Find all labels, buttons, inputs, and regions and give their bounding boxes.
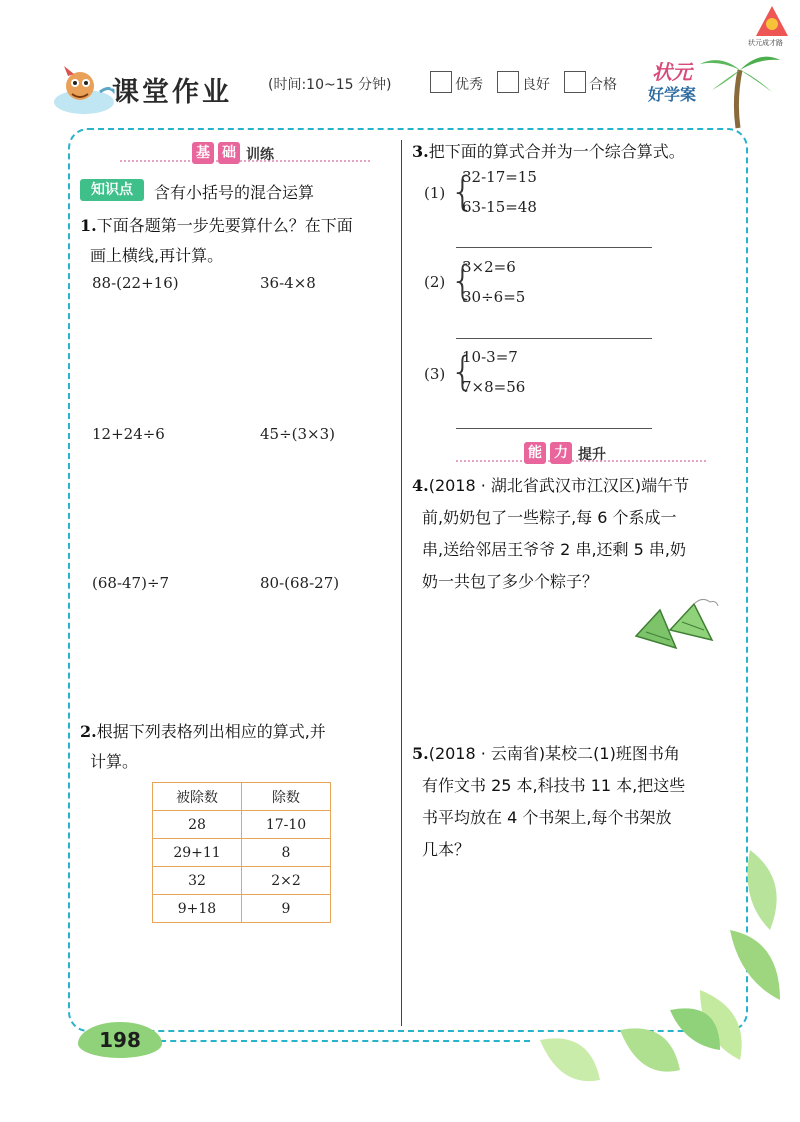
table-header: 被除数 bbox=[153, 783, 242, 811]
rating-checkbox-pass[interactable] bbox=[564, 71, 586, 93]
footer-dash bbox=[150, 1040, 530, 1042]
column-divider bbox=[401, 140, 402, 1026]
section-title-basic: 训练 bbox=[246, 147, 274, 163]
question-1-line-1 bbox=[80, 210, 353, 242]
group-label: (2) bbox=[424, 273, 446, 291]
page-title: 课堂作业 bbox=[112, 77, 232, 108]
question-number: 5. bbox=[412, 744, 429, 763]
equation: 32-17=15 bbox=[462, 168, 537, 186]
table-cell: 32 bbox=[153, 867, 242, 895]
equation: 7×8=56 bbox=[462, 378, 526, 396]
question-text: 把下面的算式合并为一个综合算式。 bbox=[428, 142, 685, 161]
page-number: 198 bbox=[78, 1022, 162, 1058]
expression: 36-4×8 bbox=[260, 274, 316, 292]
question-number: 3. bbox=[412, 142, 429, 161]
table-cell: 9 bbox=[242, 895, 331, 923]
section-title-advanced: 提升 bbox=[578, 447, 606, 463]
question-text: 根据下列表格列出相应的算式,并 bbox=[96, 722, 326, 741]
rating-checkbox-good[interactable] bbox=[497, 71, 519, 93]
answer-line[interactable] bbox=[456, 338, 652, 339]
brand-logo-bottom: 好学案 bbox=[648, 85, 697, 104]
question-line: 书平均放在 4 个书架上,每个书架放 bbox=[422, 808, 672, 827]
question-number: 1. bbox=[80, 216, 97, 235]
table-cell: 2×2 bbox=[242, 867, 331, 895]
equation: 3×2=6 bbox=[462, 258, 516, 276]
equation: 10-3=7 bbox=[462, 348, 518, 366]
expression: 45÷(3×3) bbox=[260, 425, 336, 443]
palm-tree-icon bbox=[690, 40, 785, 130]
rating-label-pass: 合格 bbox=[589, 77, 617, 93]
equation: 30÷6=5 bbox=[462, 288, 526, 306]
question-line bbox=[412, 470, 732, 502]
mascot-illustration bbox=[50, 64, 120, 124]
zongzi-illustration bbox=[630, 596, 722, 662]
question-line bbox=[412, 738, 732, 770]
knowledge-point-text: 含有小括号的混合运算 bbox=[154, 183, 315, 202]
brace-icon: { bbox=[450, 169, 476, 215]
table-header-row bbox=[153, 783, 331, 811]
answer-line[interactable] bbox=[456, 428, 652, 429]
expression: 12+24÷6 bbox=[92, 425, 165, 443]
question-line: 有作文书 25 本,科技书 11 本,把这些 bbox=[422, 776, 686, 795]
table-header: 除数 bbox=[242, 783, 331, 811]
brace-icon: { bbox=[450, 349, 476, 395]
section-chip-2: 力 bbox=[550, 442, 572, 464]
expression: (68-47)÷7 bbox=[92, 574, 170, 592]
question-line: 前,奶奶包了一些粽子,每 6 个系成一 bbox=[422, 508, 677, 527]
division-table bbox=[152, 782, 331, 923]
table-row bbox=[153, 811, 331, 839]
table-cell: 17-10 bbox=[242, 811, 331, 839]
section-chip-1: 能 bbox=[524, 442, 546, 464]
table-row bbox=[153, 839, 331, 867]
table-cell: 29+11 bbox=[153, 839, 242, 867]
time-limit: (时间:10~15 分钟) bbox=[268, 77, 392, 93]
leaves-decoration bbox=[500, 840, 800, 1090]
equation: 63-15=48 bbox=[462, 198, 537, 216]
question-text: 下面各题第一步先要算什么？在下面 bbox=[96, 216, 353, 235]
table-row bbox=[153, 867, 331, 895]
question-number: 4. bbox=[412, 476, 429, 495]
question-text: (2018 · 湖北省武汉市江汉区)端午节 bbox=[428, 476, 690, 495]
rating-label-good: 良好 bbox=[522, 77, 550, 93]
expression: 88-(22+16) bbox=[92, 274, 179, 292]
group-label: (1) bbox=[424, 184, 446, 202]
question-text: (2018 · 云南省)某校二(1)班图书角 bbox=[428, 744, 680, 763]
logo-triangle-icon bbox=[754, 4, 790, 38]
table-cell: 28 bbox=[153, 811, 242, 839]
answer-line[interactable] bbox=[456, 247, 652, 248]
section-chip-2: 础 bbox=[218, 142, 240, 164]
question-number: 2. bbox=[80, 722, 97, 741]
corner-logo-text: 状元成才路 bbox=[748, 39, 783, 47]
table-row bbox=[153, 895, 331, 923]
brace-icon: { bbox=[450, 258, 476, 304]
question-2-line-1 bbox=[80, 716, 326, 748]
question-4 bbox=[412, 470, 732, 598]
question-line: 奶一共包了多少个粽子？ bbox=[422, 572, 599, 591]
rating-checkbox-excellent[interactable] bbox=[430, 71, 452, 93]
expression: 80-(68-27) bbox=[260, 574, 340, 592]
rating-label-excellent: 优秀 bbox=[455, 77, 483, 93]
table-cell: 9+18 bbox=[153, 895, 242, 923]
question-line: 串,送给邻居王爷爷 2 串,还剩 5 串,奶 bbox=[422, 540, 686, 559]
question-line: 几本？ bbox=[422, 840, 471, 859]
group-label: (3) bbox=[424, 365, 446, 383]
table-cell: 8 bbox=[242, 839, 331, 867]
knowledge-point-badge: 知识点 bbox=[80, 179, 144, 201]
question-3 bbox=[412, 136, 685, 168]
section-chip-1: 基 bbox=[192, 142, 214, 164]
question-1-line-2: 画上横线,再计算。 bbox=[90, 246, 224, 265]
section-banner-line bbox=[120, 160, 370, 162]
question-2-line-2: 计算。 bbox=[90, 752, 139, 771]
brand-logo-top: 状元 bbox=[652, 60, 692, 84]
